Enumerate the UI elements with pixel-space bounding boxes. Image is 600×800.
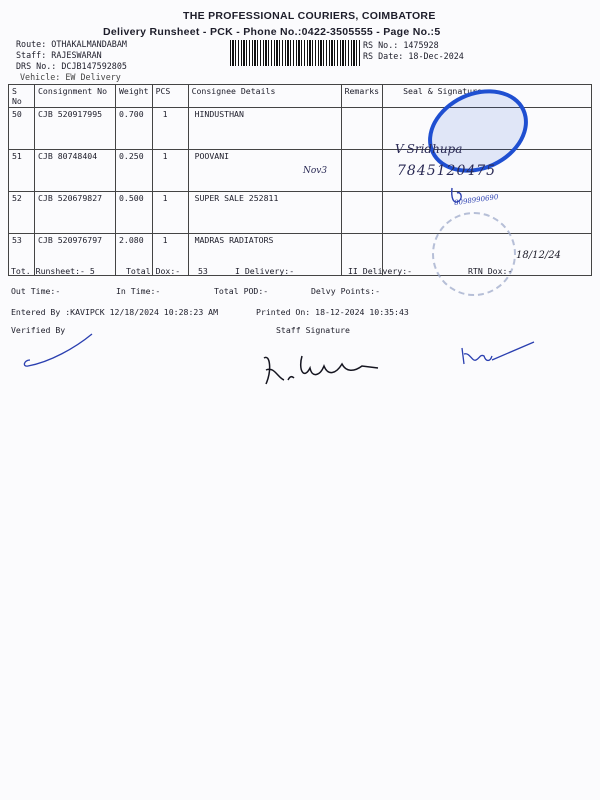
- col-consignment: Consignment No: [35, 85, 116, 108]
- cell-sno: 53: [9, 234, 35, 276]
- cell-sno: 51: [9, 150, 35, 192]
- col-weight: Weight: [116, 85, 153, 108]
- cell-remarks: [341, 150, 383, 192]
- cell-consignee: SUPER SALE 252811: [188, 192, 341, 234]
- staff-signature-label: Staff Signature: [276, 325, 350, 335]
- total-dox-label: Total Dox:-: [126, 266, 181, 276]
- runsheet-title: Delivery Runsheet - PCK - Phone No.:0422-3505555 - Page No.:5: [103, 26, 441, 38]
- cell-weight: 0.250: [116, 150, 153, 192]
- col-seal: Seal & Signature: [383, 85, 592, 108]
- ii-delivery: II Delivery:-: [348, 266, 413, 276]
- rs-date: RS Date: 18-Dec-2024: [363, 51, 464, 61]
- cell-cno: CJB 520976797: [35, 234, 116, 276]
- cell-cno: CJB 520917995: [35, 108, 116, 150]
- entered-by: Entered By :KAVIPCK 12/18/2024 10:28:23 AM: [11, 307, 219, 317]
- cell-weight: 2.080: [116, 234, 153, 276]
- route-label: Route: OTHAKALMANDABAM: [16, 39, 127, 49]
- cell-weight: 0.500: [116, 192, 153, 234]
- cell-remarks: [341, 192, 383, 234]
- out-time: Out Time:-: [11, 286, 61, 296]
- handwritten-phone-row51: 7845120475: [397, 163, 497, 179]
- cell-consignee: POOVANI: [188, 150, 341, 192]
- total-dox-value: 53: [198, 266, 208, 276]
- handwritten-remark-row51: Nov3: [303, 166, 328, 176]
- vehicle-label: Vehicle: EW Delivery: [20, 72, 121, 82]
- cell-remarks: [341, 108, 383, 150]
- delvy-points: Delvy Points:-: [311, 286, 381, 296]
- col-remarks: Remarks: [341, 85, 383, 108]
- cell-pcs: 1: [152, 108, 188, 150]
- col-pcs: PCS: [152, 85, 188, 108]
- cell-pcs: 1: [152, 150, 188, 192]
- drs-number: DRS No.: DCJB147592805: [16, 61, 127, 71]
- i-delivery: I Delivery:-: [235, 266, 295, 276]
- staff-signature: [258, 350, 383, 390]
- handwritten-signature-row51: V-Sridhupa: [395, 142, 463, 156]
- faded-seal-stamp: [432, 212, 516, 296]
- in-time: In Time:-: [116, 286, 161, 296]
- handwritten-phone-row52: 8098990690: [453, 192, 499, 208]
- cell-pcs: 1: [152, 192, 188, 234]
- cell-weight: 0.700: [116, 108, 153, 150]
- cell-consignee: MADRAS RADIATORS: [188, 234, 341, 276]
- company-name: THE PROFESSIONAL COURIERS, COIMBATORE: [183, 10, 436, 22]
- verified-by-label: Verified By: [11, 325, 66, 335]
- initials-scribble: [449, 185, 469, 209]
- barcode: [230, 40, 360, 66]
- cell-cno: CJB 520679827: [35, 192, 116, 234]
- cell-pcs: 1: [152, 234, 188, 276]
- receiver-signature: [458, 340, 538, 368]
- rtn-dox: RTN Dox:-: [468, 266, 513, 276]
- total-pod: Total POD:-: [214, 286, 269, 296]
- cell-sno: 50: [9, 108, 35, 150]
- cell-consignee: HINDUSTHAN: [188, 108, 341, 150]
- col-sno: S No: [9, 85, 35, 108]
- handwritten-date-row53: 18/12/24: [516, 250, 561, 261]
- cell-sno: 52: [9, 192, 35, 234]
- printed-on: Printed On: 18-12-2024 10:35:43: [256, 307, 409, 317]
- col-consignee: Consignee Details: [188, 85, 341, 108]
- staff-label: Staff: RAJESWARAN: [16, 50, 102, 60]
- rs-number: RS No.: 1475928: [363, 40, 439, 50]
- verified-by-signature: [20, 330, 100, 370]
- cell-cno: CJB 80748404: [35, 150, 116, 192]
- tot-runsheet: Tot. Runsheet:- 5: [11, 266, 95, 276]
